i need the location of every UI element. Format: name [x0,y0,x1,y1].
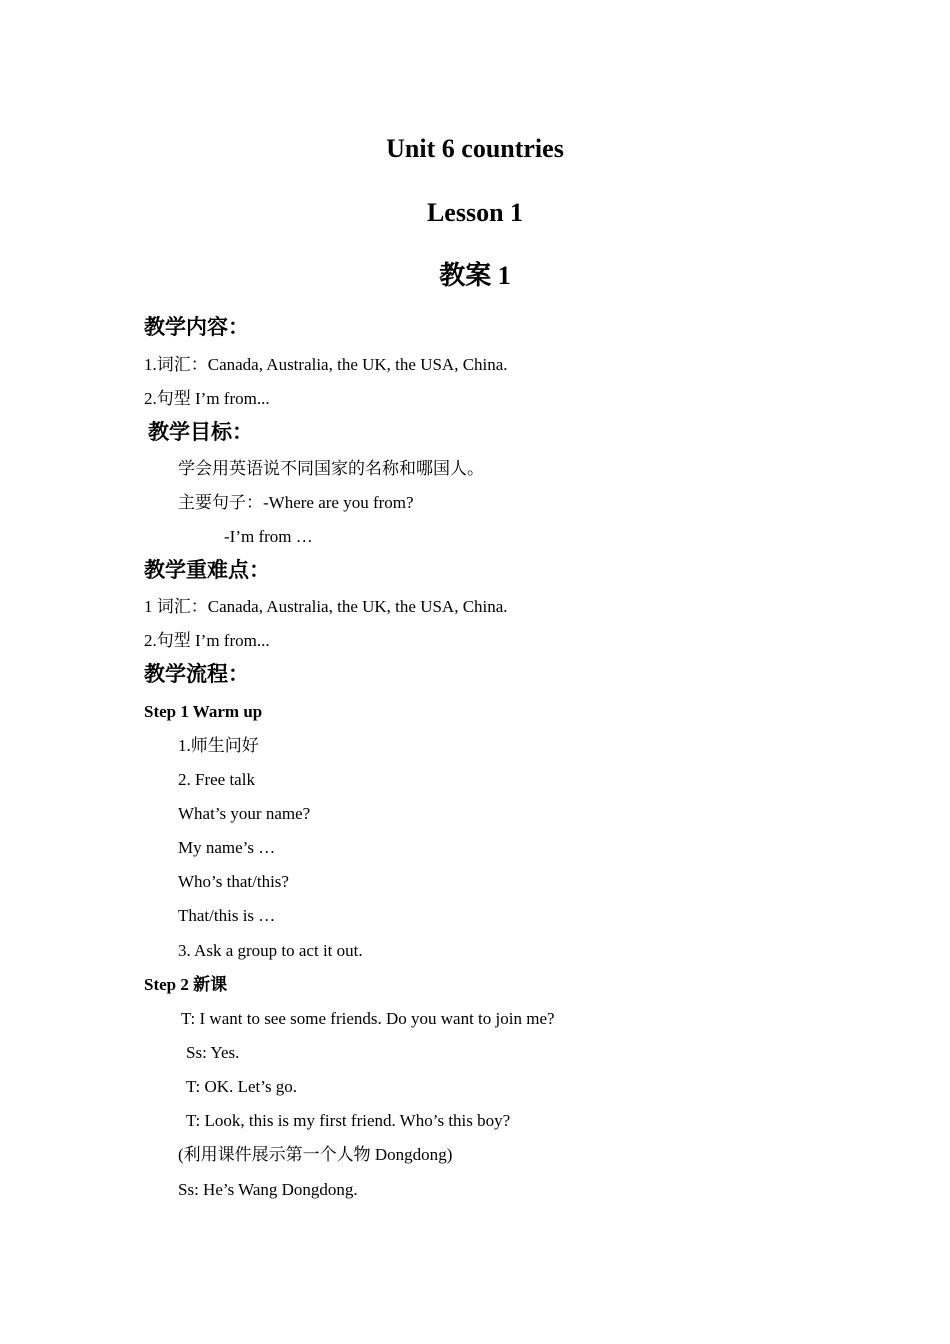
objectives-heading: 教学目标： [148,420,253,444]
step2-line: Ss: He’s Wang Dongdong. [178,1180,358,1199]
step2-line: Ss: Yes. [186,1043,240,1062]
unit-title: Unit 6 countries [386,134,564,163]
content-vocab: 1.词汇：Canada, Australia, the UK, the USA, China. [144,355,508,374]
step2-line: T: I want to see some friends. Do you want to join me? [181,1009,555,1028]
step1-line: What’s your name? [178,804,311,823]
step1-line: Who’s that/this? [178,872,289,891]
step1-line: 1.师生问好 [178,736,259,755]
step1-line: 2. Free talk [178,770,255,789]
step1-line: 3. Ask a group to act it out. [178,941,363,960]
step2-line: (利用课件展示第一个人物 Dongdong) [178,1145,453,1164]
key-points-heading: 教学重难点： [144,558,270,582]
key-points-vocab: 1 词汇：Canada, Australia, the UK, the USA, China. [144,597,508,616]
lesson-title: Lesson 1 [426,198,524,227]
objectives-main-sentence: 主要句子：-Where are you from? [178,493,414,512]
step1-title: Step 1 Warm up [144,702,263,721]
content-pattern: 2.句型 I’m from... [144,389,270,408]
content-heading: 教学内容： [144,315,249,339]
key-points-pattern: 2.句型 I’m from... [144,631,270,650]
step2-line: T: OK. Let’s go. [186,1077,298,1096]
plan-title: 教案 1 [439,261,511,290]
step2-title: Step 2 新课 [144,975,228,994]
objectives-answer: -I’m from … [224,527,313,546]
objectives-goal: 学会用英语说不同国家的名称和哪国人。 [178,459,484,478]
step2-line: T: Look, this is my first friend. Who’s this boy? [186,1111,511,1130]
step1-line: That/this is … [178,906,276,925]
procedure-heading: 教学流程： [144,662,249,686]
step1-line: My name’s … [178,838,276,857]
